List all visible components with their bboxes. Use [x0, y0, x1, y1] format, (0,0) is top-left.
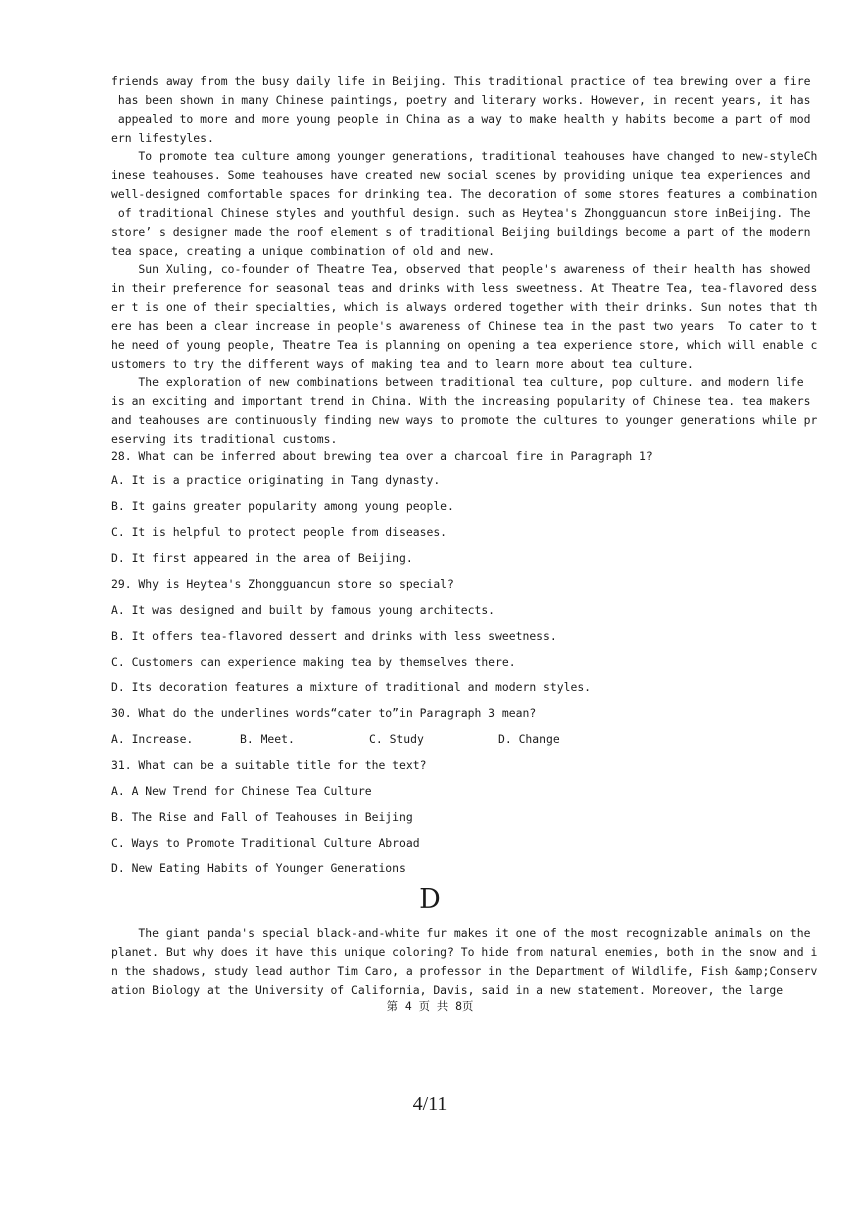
option-d[interactable]: D. Its decoration features a mixture of traditional and modern styles. [111, 680, 592, 694]
passage-line: friends away from the busy daily life in Beijing. This traditional practice of tea brewing over a fire [111, 74, 811, 88]
passage-line: tea space, creating a unique combination of old and new. [111, 244, 496, 258]
passage-line: has been shown in many Chinese paintings, poetry and literary works. However, in recent years, it has [111, 93, 811, 107]
option-b[interactable]: B. The Rise and Fall of Teahouses in Beijing [111, 810, 413, 824]
passage-line: ern lifestyles. [111, 131, 214, 145]
option-c[interactable]: C. Ways to Promote Traditional Culture Abroad [111, 836, 420, 850]
passage-line: To promote tea culture among younger generations, traditional teahouses have changed to new-styleCh [111, 149, 818, 163]
option-d[interactable]: D. Change [498, 732, 560, 746]
option-b[interactable]: B. It offers tea-flavored dessert and drinks with less sweetness. [111, 629, 557, 643]
option-b[interactable]: B. Meet. [240, 732, 295, 746]
passage-line: eserving its traditional customs. [111, 432, 338, 446]
passage-line: in their preference for seasonal teas and drinks with less sweetness. At Theatre Tea, tea-flavored dess [111, 281, 818, 295]
page-footer-label: 第 4 页 共 8页 [386, 999, 474, 1013]
option-d[interactable]: D. It first appeared in the area of Beijing. [111, 551, 413, 565]
passage-line: ation Biology at the University of California, Davis, said in a new statement. Moreover, the large [111, 983, 784, 997]
option-d[interactable]: D. New Eating Habits of Younger Generations [111, 861, 406, 875]
question-stem: 28. What can be inferred about brewing tea over a charcoal fire in Paragraph 1? [111, 449, 653, 463]
passage-line: er t is one of their specialties, which is always ordered together with their drinks. Sun notes that th [111, 300, 818, 314]
question-stem: 29. Why is Heytea's Zhongguancun store so special? [111, 577, 454, 591]
option-b[interactable]: B. It gains greater popularity among young people. [111, 499, 454, 513]
options-row [111, 732, 631, 748]
passage-line: of traditional Chinese styles and youthful design. such as Heytea's Zhongguancun store inBeijing. The [111, 206, 811, 220]
option-c[interactable]: C. It is helpful to protect people from diseases. [111, 525, 448, 539]
option-c[interactable]: C. Study [369, 732, 424, 746]
passage-line: The giant panda's special black-and-white fur makes it one of the most recognizable animals on the [111, 926, 811, 940]
passage-line: is an exciting and important trend in China. With the increasing popularity of Chinese tea. tea makers [111, 394, 811, 408]
passage-line: ustomers to try the different ways of making tea and to learn more about tea culture. [111, 357, 694, 371]
passage-line: Sun Xuling, co-founder of Theatre Tea, observed that people's awareness of their health has showed [111, 262, 811, 276]
passage-line: planet. But why does it have this unique coloring? To hide from natural enemies, both in the snow and i [111, 945, 818, 959]
option-a[interactable]: A. It was designed and built by famous young architects. [111, 603, 496, 617]
option-a[interactable]: A. It is a practice originating in Tang dynasty. [111, 473, 441, 487]
passage-line: appealed to more and more young people in China as a way to make health y habits become a part of mod [111, 112, 811, 126]
passage-line: n the shadows, study lead author Tim Caro, a professor in the Department of Wildlife, Fish &amp;Conserv [111, 964, 818, 978]
section-heading: D [419, 884, 441, 915]
passage-line: and teahouses are continuously finding new ways to promote the cultures to younger generations while pr [111, 413, 818, 427]
option-a[interactable]: A. A New Trend for Chinese Tea Culture [111, 784, 372, 798]
question-stem: 30. What do the underlines words“cater to”in Paragraph 3 mean? [111, 706, 537, 720]
passage-line: ere has been a clear increase in people's awareness of Chinese tea in the past two years To cater to t [111, 319, 818, 333]
option-a[interactable]: A. Increase. [111, 732, 194, 746]
option-c[interactable]: C. Customers can experience making tea by themselves there. [111, 655, 516, 669]
passage-line: well-designed comfortable spaces for drinking tea. The decoration of some stores features a combination [111, 187, 818, 201]
passage-line: inese teahouses. Some teahouses have created new social scenes by providing unique tea experiences and [111, 168, 811, 182]
passage-line: he need of young people, Theatre Tea is planning on opening a tea experience store, which will enable c [111, 338, 818, 352]
page-number: 4/11 [412, 1093, 448, 1115]
passage-line: The exploration of new combinations between traditional tea culture, pop culture. and modern life [111, 375, 804, 389]
question-stem: 31. What can be a suitable title for the text? [111, 758, 427, 772]
passage-line: store’ s designer made the roof element s of traditional Beijing buildings become a part of the modern [111, 225, 811, 239]
